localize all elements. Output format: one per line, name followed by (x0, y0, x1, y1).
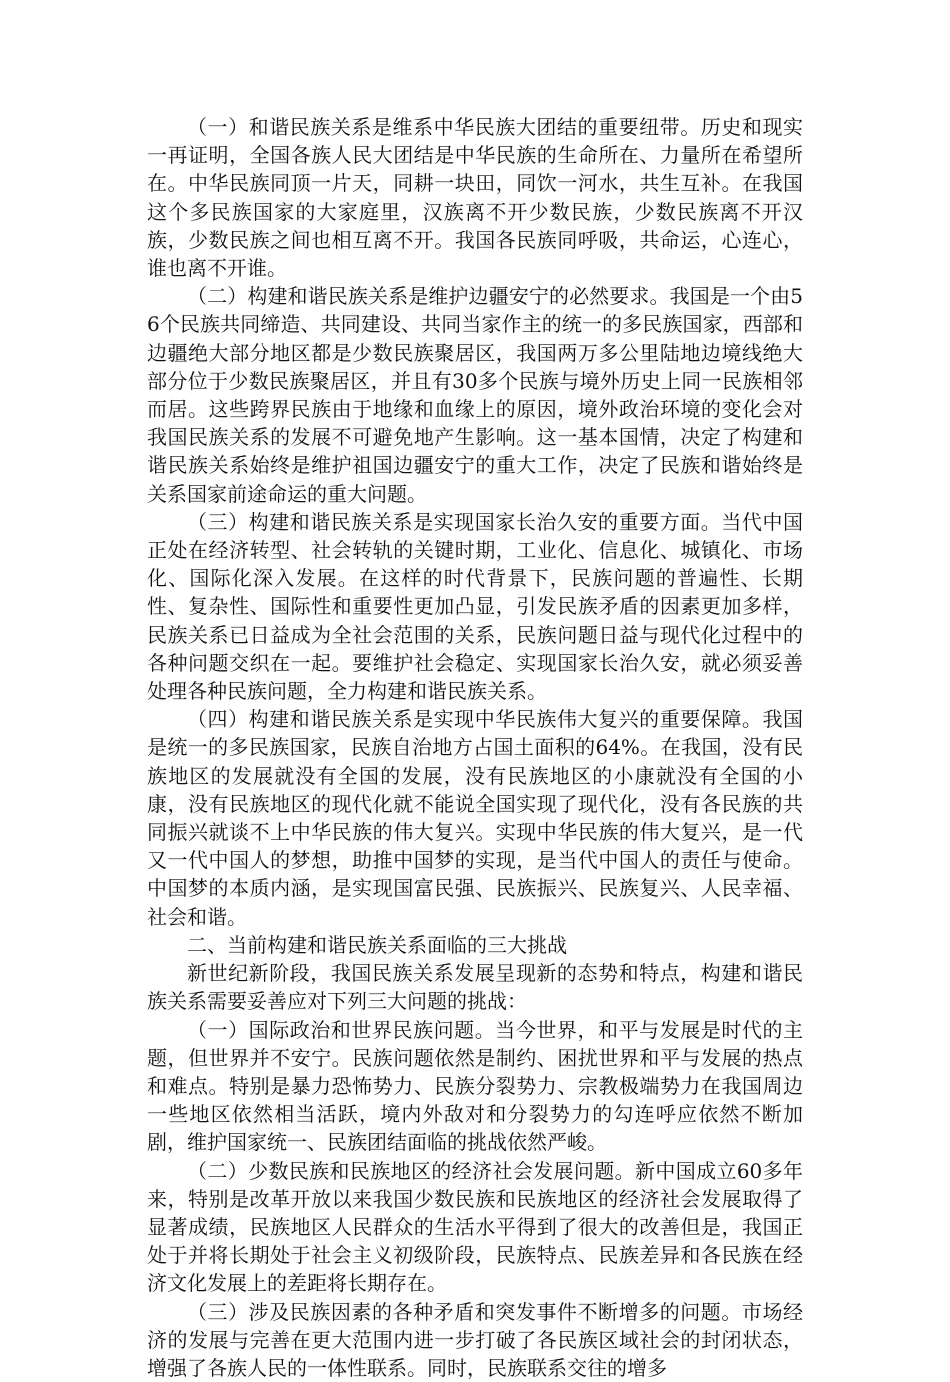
paragraph-border-stability: （二）构建和谐民族关系是维护边疆安宁的必然要求。我国是一个由56个民族共同缔造、共同建设、共同当家作主的统一的多民族国家，西部和边疆绝大部分地区都是少数民族聚居区，我国两万多公里陆地边境线绝大部分位于少数民族聚居区，并且有30多个民族与境外历史上同一民族相邻而居。这些跨界民族由于地缘和血缘上的原因，境外政治环境的变化会对我国民族关系的发展不可避免地产生影响。这一基本国情，决定了构建和谐民族关系始终是维护祖国边疆安宁的重大工作，决定了民族和谐始终是关系国家前途命运的重大问题。 (147, 284, 803, 506)
paragraph-long-term-stability: （三）构建和谐民族关系是实现国家长治久安的重要方面。当代中国正处在经济转型、社会转轨的关键时期，工业化、信息化、城镇化、市场化、国际化深入发展。在这样的时代背景下，民族问题的普遍性、长期性、复杂性、国际性和重要性更加凸显，引发民族矛盾的因素更加多样，民族关系已日益成为全社会范围的关系，民族问题日益与现代化过程中的各种问题交织在一起。要维护社会稳定、实现国家长治久安，就必须妥善处理各种民族问题，全力构建和谐民族关系。 (147, 509, 803, 704)
document-body (147, 113, 803, 1382)
section-heading-challenges: 二、当前构建和谐民族关系面临的三大挑战 (187, 932, 567, 957)
paragraph-harmony-unity: （一）和谐民族关系是维系中华民族大团结的重要纽带。历史和现实一再证明，全国各族人民大团结是中华民族的生命所在、力量所在希望所在。中华民族同顶一片天，同耕一块田，同饮一河水，共生互补。在我国这个多民族国家的大家庭里，汉族离不开少数民族，少数民族离不开汉族，少数民族之间也相互离不开。我国各民族同呼吸，共命运，心连心，谁也离不开谁。 (147, 115, 803, 281)
paragraph-conflicts-incidents: （三）涉及民族因素的各种矛盾和突发事件不断增多的问题。市场经济的发展与完善在更大范围内进一步打破了各民族区域社会的封闭状态，增强了各族人民的一体性联系。同时，民族联系交往的增多 (147, 1299, 803, 1380)
paragraph-economic-development: （二）少数民族和民族地区的经济社会发展问题。新中国成立60多年来，特别是改革开放以来我国少数民族和民族地区的经济社会发展取得了显著成绩，民族地区人民群众的生活水平得到了很大的改善但是，我国正处于并将长期处于社会主义初级阶段，民族特点、民族差异和各民族在经济文化发展上的差距将长期存在。 (147, 1158, 803, 1296)
paragraph-international-issues: （一）国际政治和世界民族问题。当今世界，和平与发展是时代的主题，但世界并不安宁。民族问题依然是制约、困扰世界和平与发展的热点和难点。特别是暴力恐怖势力、民族分裂势力、宗教极端势力在我国周边一些地区依然相当活跃，境内外敌对和分裂势力的勾连呼应依然不断加剧，维护国家统一、民族团结面临的挑战依然严峻。 (147, 1017, 803, 1155)
paragraph-challenges-intro: 新世纪新阶段，我国民族关系发展呈现新的态势和特点，构建和谐民族关系需要妥善应对下列三大问题的挑战： (147, 961, 803, 1014)
paragraph-national-rejuvenation: （四）构建和谐民族关系是实现中华民族伟大复兴的重要保障。我国是统一的多民族国家，民族自治地方占国土面积的64%。在我国，没有民族地区的发展就没有全国的发展，没有民族地区的小康就没有全国的小康，没有民族地区的现代化就不能说全国实现了现代化，没有各民族的共同振兴就谈不上中华民族的伟大复兴。实现中华民族的伟大复兴，是一代又一代中国人的梦想，助推中国梦的实现，是当代中国人的责任与使命。中国梦的本质内涵，是实现国富民强、民族振兴、民族复兴、人民幸福、社会和谐。 (147, 707, 803, 929)
